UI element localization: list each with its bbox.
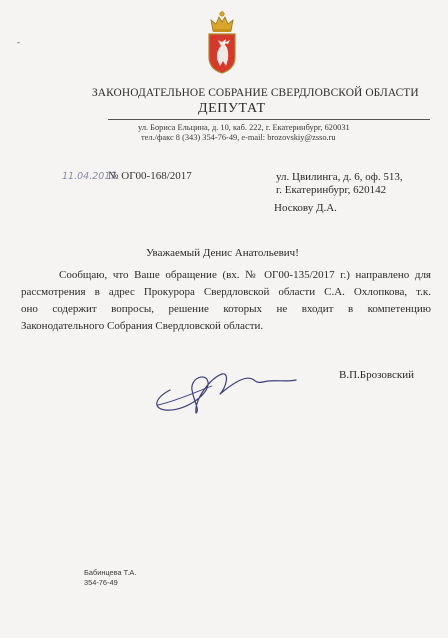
organization-name: ЗАКОНОДАТЕЛЬНОЕ СОБРАНИЕ СВЕРДЛОВСКОЙ ОБЛАСТИ — [92, 87, 419, 99]
body-line: оно содержит вопросы, решение которых не входит в компетенцию — [21, 303, 431, 315]
body-line: Законодательного Собрания Свердловской области. — [21, 320, 264, 332]
sender-contacts: тел./факс 8 (343) 354-76-49, e-mail: brozovskiy@zsso.ru — [141, 133, 336, 142]
header-divider — [108, 119, 430, 120]
body-line: Сообщаю, что Ваше обращение (вх. № ОГ00-135/2017 г.) направлено для — [59, 269, 431, 281]
executor-name: Бабинцева Т.А. — [84, 568, 137, 577]
handwritten-date: 11.04.2017 — [62, 171, 117, 182]
recipient-street: ул. Цвилинга, д. 6, оф. 513, — [276, 171, 403, 183]
document-title: ДЕПУТАТ — [198, 101, 266, 116]
coat-of-arms-emblem — [204, 9, 240, 75]
letter-greeting: Уважаемый Денис Анатольевич! — [146, 247, 299, 259]
margin-mark: - — [17, 37, 20, 47]
signatory-name: В.П.Брозовский — [339, 369, 415, 381]
recipient-city: г. Екатеринбург, 620142 — [276, 184, 387, 196]
executor-phone: 354-76-49 — [84, 578, 118, 587]
handwritten-signature — [150, 360, 300, 415]
recipient-name: Носкову Д.А. — [274, 202, 337, 214]
letter-body — [21, 267, 431, 335]
sender-address: ул. Бориса Ельцина, д. 10, каб. 222, г. Екатеринбург, 620031 — [138, 123, 350, 132]
registration-number: № ОГ00-168/2017 — [108, 170, 192, 182]
body-line: рассмотрения в адрес Прокурора Свердловской области С.А. Охлопкова, т.к. — [21, 286, 431, 298]
crown-icon — [211, 12, 233, 32]
